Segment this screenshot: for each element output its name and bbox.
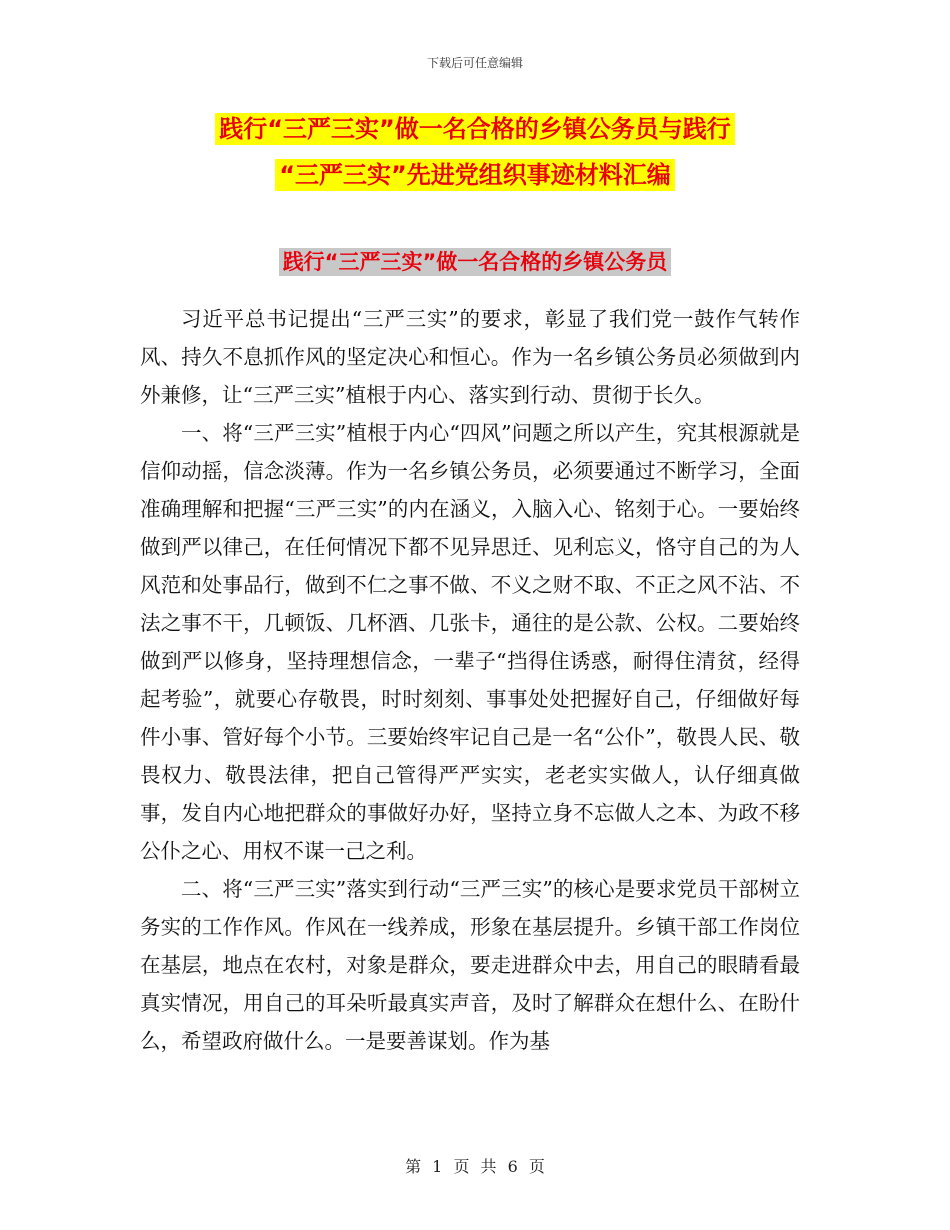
- document-title-line-1: [0, 110, 950, 148]
- page-footer: 第 1 页 共 6 页: [405, 1157, 545, 1176]
- document-title-line-2: [0, 156, 950, 194]
- section-title: [0, 244, 950, 280]
- paragraph-two: 二、将“三严三实”落实到行动“三严三实”的核心是要求党员干部树立务实的工作作风。作风在一线养成，形象在基层提升。乡镇干部工作岗位在基层，地点在农村，对象是群众，要走进群众中去，用自己的眼睛看最真实情况，用自己的耳朵听最真实声音，及时了解群众在想什么、在盼什么，希望政府做什么。一是要善谋划。作为基: [140, 877, 800, 1053]
- document-title-text-1: 践行“三严三实”做一名合格的乡镇公务员与践行: [215, 113, 735, 145]
- section-title-text: 践行“三严三实”做一名合格的乡镇公务员: [279, 248, 672, 276]
- document-body: [140, 300, 800, 1060]
- header-note: 下载后可任意编辑: [426, 56, 523, 70]
- paragraph-intro: 习近平总书记提出“三严三实”的要求，彰显了我们党一鼓作气转作风、持久不息抓作风的坚定决心和恒心。作为一名乡镇公务员必须做到内外兼修，让“三严三实”植根于内心、落实到行动、贯彻于长久。: [140, 307, 800, 407]
- document-title-text-2: “三严三实”先进党组织事迹材料汇编: [275, 159, 675, 191]
- paragraph-one: 一、将“三严三实”植根于内心“四风”问题之所以产生，究其根源就是信仰动摇，信念淡薄。作为一名乡镇公务员，必须要通过不断学习，全面准确理解和把握“三严三实”的内在涵义，入脑入心、铭刻于心。一要始终做到严以律己，在任何情况下都不见异思迁、见利忘义，恪守自己的为人风范和处事品行，做到不仁之事不做、不义之财不取、不正之风不沾、不法之事不干，几顿饭、几杯酒、几张卡，通往的是公款、公权。二要始终做到严以修身，坚持理想信念，一辈子“挡得住诱惑，耐得住清贫，经得起考验”，就要心存敬畏，时时刻刻、事事处处把握好自己，仔细做好每件小事、管好每个小节。三要始终牢记自己是一名“公仆”，敬畏人民、敬畏权力、敬畏法律，把自己管得严严实实，老老实实做人，认仔细真做事，发自内心地把群众的事做好办好，坚持立身不忘做人之本、为政不移公仆之心、用权不谋一己之利。: [140, 421, 800, 863]
